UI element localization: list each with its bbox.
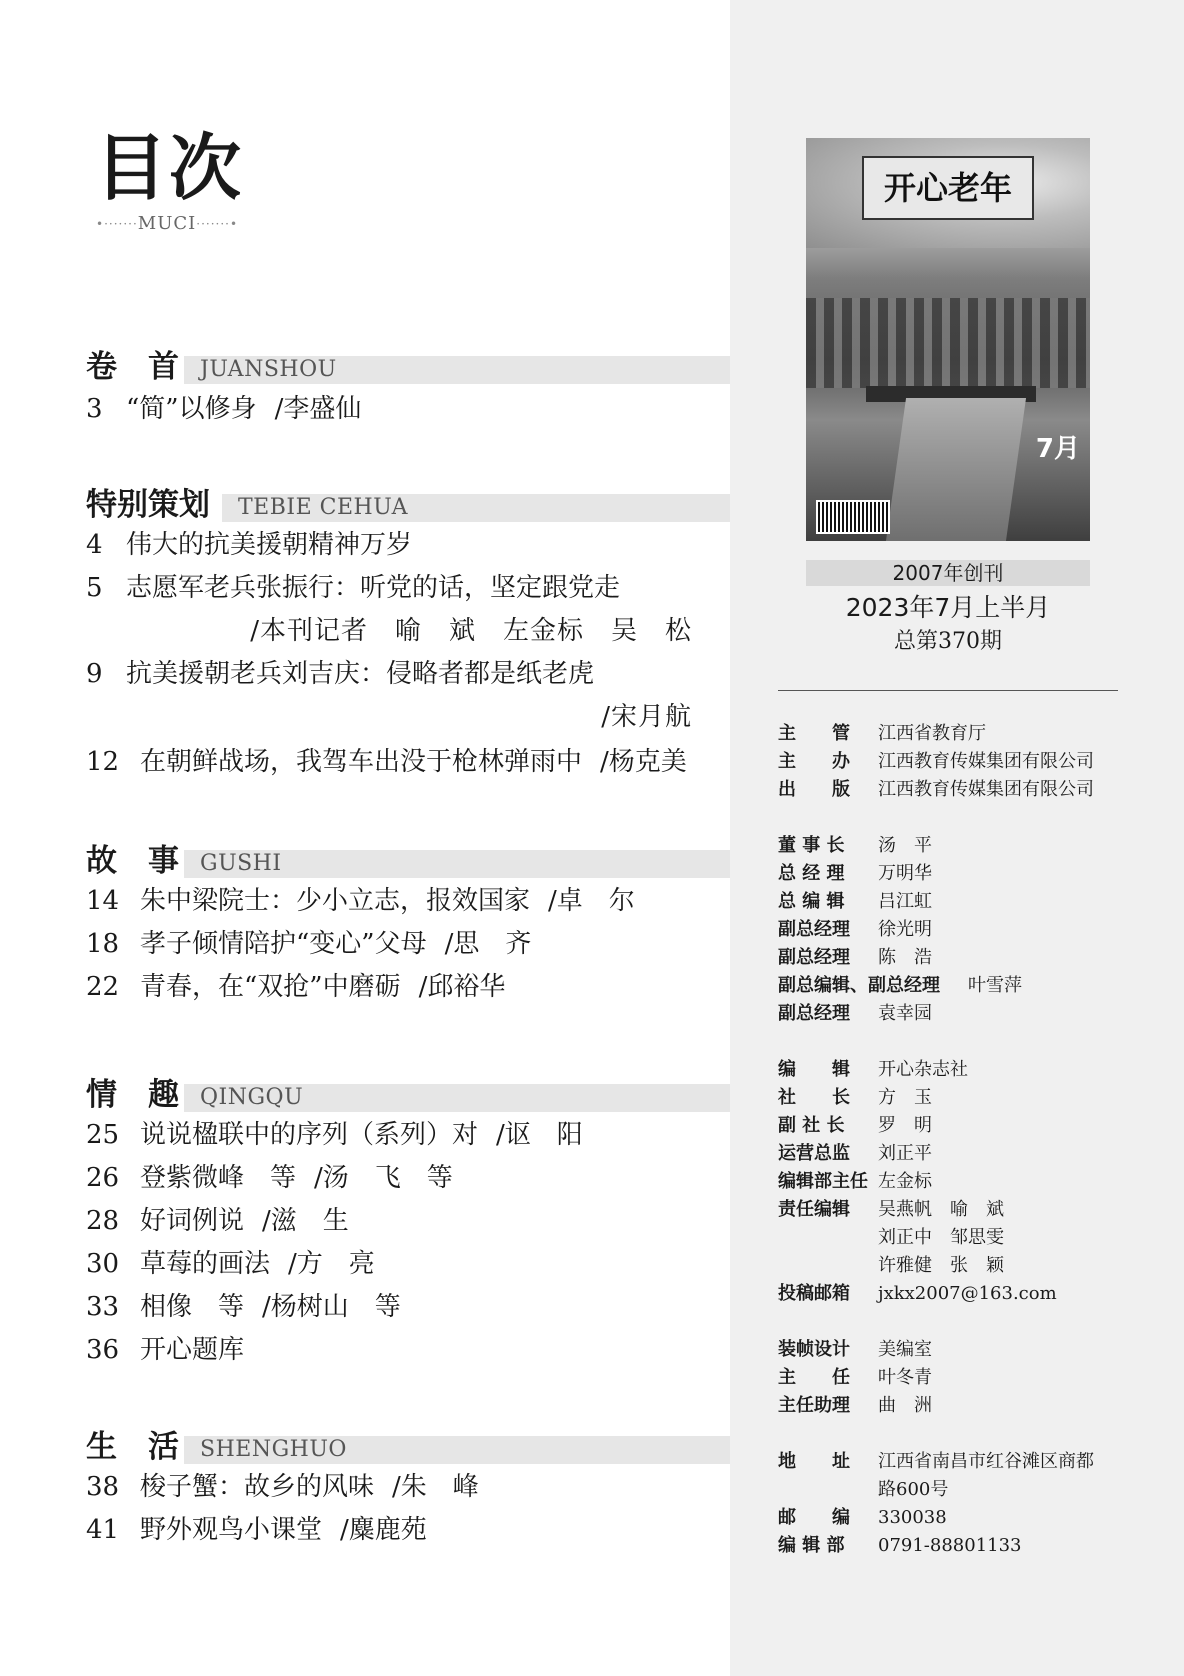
entry-title: 登紫微峰 等 — [140, 1163, 297, 1193]
subtitle-dots-right: ·······• — [196, 217, 239, 231]
barcode-icon — [816, 500, 890, 534]
credit-label: 编辑部主任 — [778, 1171, 868, 1192]
page-number: 25 — [86, 1120, 120, 1150]
credit-row — [778, 1084, 1128, 1112]
section-header — [86, 1076, 583, 1114]
credit-value: 刘正中 邹思雯 — [878, 1227, 1004, 1248]
credit-value: 吴燕帆 喻 斌 — [878, 1199, 1004, 1220]
entry-author: /卓 尔 — [548, 886, 635, 916]
entry-title: 志愿军老兵张振行：听党的话，坚定跟党走 — [126, 573, 621, 603]
credit-value: 罗 明 — [878, 1115, 932, 1136]
credit-row — [778, 1224, 1128, 1252]
credit-label: 总 编 辑 — [778, 891, 845, 912]
entry-author: /宋月航 — [601, 702, 692, 732]
page-number: 9 — [86, 659, 103, 689]
toc-entry[interactable] — [86, 388, 361, 431]
cover-village — [806, 298, 1090, 388]
credit-value: 徐光明 — [878, 919, 932, 940]
credit-row — [778, 832, 1128, 860]
toc-entry[interactable] — [86, 880, 635, 923]
credit-row — [778, 916, 1128, 944]
page-number: 36 — [86, 1335, 120, 1365]
credits-gap — [778, 804, 1128, 832]
section-shenghuo — [86, 1428, 479, 1552]
section-title-en: TEBIE CEHUA — [238, 495, 408, 520]
entry-author: /杨树山 等 — [262, 1292, 401, 1322]
credit-value: 方 玉 — [878, 1087, 932, 1108]
credit-value: 330038 — [878, 1507, 947, 1528]
section-title-en: JUANSHOU — [200, 357, 337, 382]
toc-entry[interactable] — [86, 653, 692, 696]
credit-row — [778, 888, 1128, 916]
entry-author: /方 亮 — [288, 1249, 375, 1279]
entry-author: /思 齐 — [444, 929, 532, 959]
entry-author: /汤 飞 等 — [314, 1163, 453, 1193]
section-title-cn: 卷 首 — [86, 348, 183, 386]
subtitle-dots-left: •······· — [96, 217, 138, 231]
credit-value: 叶冬青 — [878, 1367, 932, 1388]
entry-author: /讴 阳 — [496, 1120, 583, 1150]
toc-entry[interactable] — [86, 524, 692, 567]
credit-label: 责任编辑 — [778, 1199, 850, 1220]
entry-title: 相像 等 — [140, 1292, 245, 1322]
entry-author: /本刊记者 喻 斌 左金标 吴 松 — [250, 616, 692, 646]
credit-row — [778, 1280, 1128, 1308]
credits-gap — [778, 1420, 1128, 1448]
entry-title: 孝子倾情陪护“变心”父母 — [140, 929, 427, 959]
section-title-en: QINGQU — [200, 1085, 304, 1110]
credits-list — [778, 720, 1128, 1560]
section-tebie-cehua — [86, 486, 692, 784]
section-qingqu — [86, 1076, 583, 1372]
page-number: 18 — [86, 929, 120, 959]
credit-row — [778, 720, 1128, 748]
credit-row — [778, 1252, 1128, 1280]
credit-row — [778, 1000, 1128, 1028]
credit-value: 吕江虹 — [878, 891, 932, 912]
section-gushi — [86, 842, 635, 1009]
credit-row — [778, 1504, 1128, 1532]
page-number: 26 — [86, 1163, 120, 1193]
credit-value: 许雅健 张 颖 — [878, 1255, 1004, 1276]
credit-label: 投稿邮箱 — [778, 1283, 850, 1304]
credit-value: 陈 浩 — [878, 947, 932, 968]
credit-label: 副 社 长 — [778, 1115, 845, 1136]
entry-title: 抗美援朝老兵刘吉庆：侵略者都是纸老虎 — [126, 659, 595, 689]
credit-label: 编 辑 部 — [778, 1535, 845, 1556]
credit-value: 开心杂志社 — [878, 1059, 968, 1080]
credits-gap — [778, 1028, 1128, 1056]
toc-entry[interactable] — [86, 1243, 583, 1286]
page-number: 28 — [86, 1206, 120, 1236]
credit-label: 装帧设计 — [778, 1339, 850, 1360]
credit-row — [778, 1364, 1128, 1392]
toc-entry[interactable] — [86, 923, 635, 966]
toc-entry[interactable] — [86, 567, 692, 610]
section-title-en: SHENGHUO — [200, 1437, 347, 1462]
page-number: 41 — [86, 1515, 120, 1545]
credit-row — [778, 972, 1128, 1000]
credit-value: 美编室 — [878, 1339, 932, 1360]
subtitle-text: MUCI — [137, 213, 197, 234]
section-title-en: GUSHI — [200, 851, 282, 876]
page-number: 3 — [86, 394, 103, 424]
entry-title: 伟大的抗美援朝精神万岁 — [126, 530, 413, 560]
section-header — [86, 486, 692, 524]
credit-value: 刘正平 — [878, 1143, 932, 1164]
entry-author: /李盛仙 — [274, 394, 362, 424]
divider — [778, 690, 1118, 691]
credit-value: 路600号 — [878, 1479, 949, 1500]
credit-value: 0791-88801133 — [878, 1535, 1022, 1556]
page-number: 5 — [86, 573, 103, 603]
credit-row — [778, 860, 1128, 888]
credit-row — [778, 1392, 1128, 1420]
entry-title: 说说楹联中的序列（系列）对 — [140, 1120, 479, 1150]
credit-row — [778, 748, 1128, 776]
credit-row — [778, 1140, 1128, 1168]
credit-value: 左金标 — [878, 1171, 932, 1192]
magazine-cover-image — [806, 138, 1090, 541]
credit-row — [778, 1112, 1128, 1140]
entry-title: 青春，在“双抢”中磨砺 — [140, 972, 401, 1002]
entry-title: 好词例说 — [140, 1206, 245, 1236]
toc-entry[interactable] — [86, 1286, 583, 1329]
entry-title: 在朝鲜战场，我驾车出没于枪林弹雨中 — [140, 747, 583, 777]
credit-label: 总 经 理 — [778, 863, 845, 884]
credit-row — [778, 1168, 1128, 1196]
credit-value: 江西省南昌市红谷滩区商都 — [878, 1451, 1094, 1472]
cover-river — [886, 398, 1026, 541]
toc-entry[interactable] — [86, 1509, 479, 1552]
page-title: 目次 — [95, 125, 244, 210]
credit-label: 副总经理 — [778, 947, 850, 968]
credit-value: 汤 平 — [878, 835, 932, 856]
toc-entry[interactable] — [86, 1329, 583, 1372]
credit-label: 社 长 — [778, 1087, 850, 1108]
credit-label: 地 址 — [778, 1451, 850, 1472]
page-number: 22 — [86, 972, 120, 1002]
entry-author: /杨克美 — [600, 747, 687, 777]
credit-value: 叶雪萍 — [968, 975, 1022, 996]
toc-entry[interactable] — [86, 1114, 583, 1157]
section-header — [86, 1428, 479, 1466]
section-header — [86, 348, 361, 386]
credit-value: 万明华 — [878, 863, 932, 884]
entry-author: /邱裕华 — [418, 972, 506, 1002]
credit-label: 主 管 — [778, 723, 850, 744]
page-number: 4 — [86, 530, 103, 560]
entry-title: 开心题库 — [140, 1335, 245, 1365]
entry-author: /朱 峰 — [392, 1472, 479, 1502]
credit-row — [778, 1056, 1128, 1084]
credit-value: 江西省教育厅 — [878, 723, 986, 744]
credit-label: 副总经理 — [778, 1003, 850, 1024]
toc-entry[interactable] — [86, 1157, 583, 1200]
credit-label: 运营总监 — [778, 1143, 850, 1164]
credit-row — [778, 1532, 1128, 1560]
credit-value: 袁幸园 — [878, 1003, 932, 1024]
credit-label: 主 办 — [778, 751, 850, 772]
entry-author: /麋鹿苑 — [340, 1515, 427, 1545]
credit-row — [778, 1336, 1128, 1364]
issue-date: 2023年7月上半月 — [845, 593, 1051, 622]
toc-entry[interactable] — [86, 1200, 583, 1243]
entry-title: “简”以修身 — [126, 394, 257, 424]
credit-label: 主 任 — [778, 1367, 850, 1388]
issue-total: 总第370期 — [894, 629, 1002, 654]
credit-label: 副总编辑、副总经理 — [778, 975, 940, 996]
section-title-cn: 情 趣 — [86, 1076, 183, 1114]
section-title-cn: 故 事 — [86, 842, 183, 880]
credit-row — [778, 776, 1128, 804]
section-title-cn: 生 活 — [86, 1428, 183, 1466]
credit-value[interactable]: jxkx2007@163.com — [878, 1283, 1057, 1304]
page-number: 12 — [86, 747, 120, 777]
entry-title: 野外观鸟小课堂 — [140, 1515, 323, 1545]
credit-row — [778, 1448, 1128, 1476]
toc-entry[interactable] — [86, 1466, 479, 1509]
credit-label: 邮 编 — [778, 1507, 850, 1528]
section-title-cn: 特别策划 — [86, 486, 214, 524]
page-number: 14 — [86, 886, 120, 916]
credit-row — [778, 1196, 1128, 1224]
credit-label: 主任助理 — [778, 1395, 850, 1416]
credit-label: 副总经理 — [778, 919, 850, 940]
entry-title: 草莓的画法 — [140, 1249, 271, 1279]
page-number: 30 — [86, 1249, 120, 1279]
section-header — [86, 842, 635, 880]
credit-value: 曲 洲 — [878, 1395, 932, 1416]
toc-entry[interactable] — [86, 966, 635, 1009]
entry-title: 梭子蟹：故乡的风味 — [140, 1472, 375, 1502]
cover-issue-badge: 7月 — [1035, 434, 1080, 464]
page-number: 33 — [86, 1292, 120, 1322]
credit-label: 编 辑 — [778, 1059, 850, 1080]
credit-label: 出 版 — [778, 779, 850, 800]
founded-label: 2007年创刊 — [806, 560, 1090, 586]
entry-title: 朱中梁院士：少小立志，报效国家 — [140, 886, 531, 916]
page-subtitle — [96, 213, 239, 234]
credit-row — [778, 944, 1128, 972]
page-number: 38 — [86, 1472, 120, 1502]
section-juanshou — [86, 348, 361, 431]
toc-entry[interactable] — [86, 741, 692, 784]
credit-label: 董 事 长 — [778, 835, 845, 856]
cover-logo: 开心老年 — [862, 156, 1034, 220]
credits-gap — [778, 1308, 1128, 1336]
credit-row — [778, 1476, 1128, 1504]
credit-value: 江西教育传媒集团有限公司 — [878, 779, 1094, 800]
credit-value: 江西教育传媒集团有限公司 — [878, 751, 1094, 772]
entry-author: /滋 生 — [262, 1206, 349, 1236]
